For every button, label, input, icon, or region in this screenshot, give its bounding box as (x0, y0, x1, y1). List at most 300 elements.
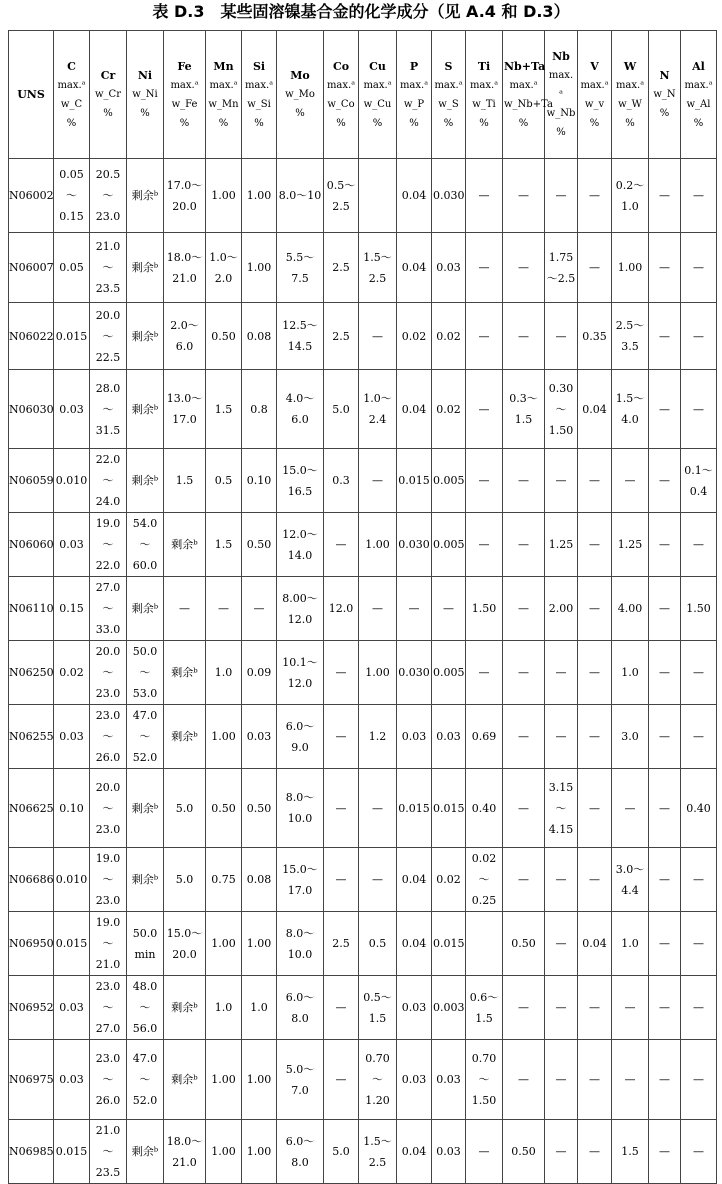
cell-text: 剩余ᵇ (171, 538, 198, 551)
value-cell (206, 705, 242, 769)
value-cell (397, 370, 432, 449)
value-cell (164, 159, 206, 233)
value-cell (545, 370, 578, 449)
value-cell (466, 1040, 503, 1120)
cell-text: 12.5～ 14.5 (282, 319, 318, 353)
cell-text: — (659, 1073, 670, 1086)
value-cell (54, 303, 90, 370)
cell-text: 剩余ᵇ (131, 261, 159, 274)
cell-text: 剩余ᵇ (131, 1145, 159, 1158)
cell-text: — (478, 474, 490, 487)
column-unit-label: % (518, 117, 529, 129)
cell-text: 0.5～ 2.5 (326, 178, 356, 213)
cell-text: 0.3～ 1.5 (509, 392, 538, 426)
value-cell (681, 370, 717, 449)
value-cell (54, 1040, 90, 1120)
value-cell (206, 233, 242, 303)
cell-text: 23.0～ 27.0 (95, 980, 121, 1035)
value-cell (277, 577, 324, 641)
cell-text: — (518, 474, 529, 487)
cell-text: 0.03 (59, 538, 84, 551)
column-header (277, 31, 324, 159)
value-cell (432, 233, 466, 303)
cell-text: 0.75 (211, 873, 236, 886)
value-cell (681, 912, 717, 976)
cell-text: 0.10 (246, 474, 272, 487)
column-element-label: Mn (213, 59, 234, 73)
cell-text: 6.0～8.0 (285, 990, 315, 1025)
cell-text: 0.02 (401, 329, 427, 343)
table-row (9, 641, 717, 705)
value-cell (206, 1120, 242, 1184)
value-cell (612, 577, 649, 641)
value-cell (90, 976, 127, 1040)
value-cell (612, 370, 649, 449)
value-cell (54, 449, 90, 513)
value-cell (681, 705, 717, 769)
value-cell (466, 705, 503, 769)
column-element-label: Nb+Ta (504, 59, 546, 73)
value-cell (90, 705, 127, 769)
column-unit-label: w_v (584, 98, 605, 110)
cell-text: 0.2～ 1.0 (615, 178, 645, 213)
column-unit-label: % (479, 117, 489, 129)
cell-text: 0.03 (59, 730, 84, 743)
column-element-label: Cr (100, 69, 116, 82)
cell-text: N06250 (9, 666, 54, 679)
cell-text: 剩余ᵇ (131, 474, 159, 487)
cell-text: 8.00～ 12.0 (282, 591, 318, 626)
value-cell (612, 233, 649, 303)
uns-cell (9, 1040, 54, 1120)
cell-text: 剩余ᵇ (131, 402, 159, 416)
cell-text: 0.05 (59, 261, 84, 274)
value-cell (242, 233, 277, 303)
column-unit-label: % (295, 108, 305, 119)
value-cell (649, 912, 681, 976)
cell-text: — (518, 873, 529, 886)
value-cell (578, 370, 612, 449)
column-unit-label: % (409, 117, 419, 129)
cell-text: 2.00 (548, 602, 574, 615)
value-cell (324, 1120, 359, 1184)
cell-text: 4.0～6.0 (285, 392, 315, 426)
cell-text: 0.8 (250, 402, 268, 416)
cell-text: — (589, 538, 600, 551)
value-cell (681, 513, 717, 577)
column-unit-label: w_C (60, 98, 83, 110)
value-cell (578, 513, 612, 577)
cell-text: 0.030 (398, 666, 430, 679)
cell-text: 12.0 (328, 602, 354, 615)
cell-text: — (555, 329, 567, 343)
value-cell (54, 641, 90, 705)
cell-text: — (372, 474, 383, 487)
value-cell (681, 976, 717, 1040)
value-cell (127, 769, 164, 848)
value-cell (277, 159, 324, 233)
cell-text: 3.0～ 4.4 (615, 862, 645, 897)
uns-cell (9, 1120, 54, 1184)
cell-text: 54.0～ 60.0 (132, 517, 158, 572)
value-cell (397, 641, 432, 705)
value-cell (127, 370, 164, 449)
value-cell (545, 705, 578, 769)
value-cell (397, 912, 432, 976)
value-cell (324, 370, 359, 449)
value-cell (359, 769, 397, 848)
cell-text: 1.50 (686, 602, 711, 615)
cell-text: — (518, 189, 529, 202)
cell-text: 0.010 (55, 873, 88, 886)
cell-text: — (589, 1001, 600, 1014)
value-cell (359, 641, 397, 705)
column-unit-label: max.ᵃ (399, 79, 429, 91)
value-cell (432, 976, 466, 1040)
cell-text: 0.5～ 1.5 (363, 990, 392, 1025)
value-cell (397, 705, 432, 769)
column-unit-label: w_Mn (208, 98, 239, 110)
cell-text: 0.40 (471, 801, 497, 815)
cell-text: 5.0 (332, 1145, 350, 1158)
cell-text: 1.5 (214, 402, 233, 416)
value-cell (545, 577, 578, 641)
cell-text: — (335, 1001, 347, 1014)
column-header (90, 31, 127, 159)
value-cell (206, 370, 242, 449)
value-cell (324, 848, 359, 912)
column-element-label: Ni (137, 69, 153, 82)
cell-text: — (659, 189, 670, 202)
value-cell (397, 769, 432, 848)
cell-text: 1.00 (211, 730, 236, 743)
value-cell (681, 233, 717, 303)
value-cell (164, 769, 206, 848)
cell-text: 0.03 (401, 1073, 427, 1086)
value-cell (545, 976, 578, 1040)
column-unit-label: max.ᵃ (469, 79, 499, 91)
value-cell (397, 848, 432, 912)
cell-text: — (518, 329, 529, 343)
value-cell (164, 303, 206, 370)
column-unit-label: max.ᵃ (434, 79, 463, 91)
cell-text: N06002 (9, 189, 54, 202)
cell-text: — (555, 1073, 567, 1086)
cell-text: 0.08 (246, 329, 272, 343)
cell-text: — (693, 1145, 704, 1158)
cell-text: 0.03 (59, 1001, 84, 1014)
value-cell (466, 370, 503, 449)
value-cell (466, 303, 503, 370)
value-cell (206, 577, 242, 641)
column-unit-label: % (659, 108, 670, 119)
cell-text: 19.0～ 21.0 (95, 916, 121, 971)
value-cell (545, 1040, 578, 1120)
cell-text: 2.5 (332, 329, 350, 343)
column-unit-label: w_P (403, 98, 425, 110)
value-cell (432, 303, 466, 370)
value-cell (397, 449, 432, 513)
value-cell (432, 159, 466, 233)
cell-text: 1.0 (214, 666, 233, 679)
cell-text: 18.0～ 21.0 (166, 1134, 203, 1169)
cell-text: 0.03 (436, 261, 461, 274)
value-cell (466, 912, 503, 976)
column-element-label: UNS (17, 88, 45, 101)
cell-text: N06950 (9, 937, 54, 950)
cell-text: 5.5～7.5 (285, 250, 315, 285)
value-cell (277, 1120, 324, 1184)
value-cell (277, 976, 324, 1040)
value-cell (681, 641, 717, 705)
cell-text: 0.03 (436, 1145, 461, 1158)
cell-text: 0.1～ 0.4 (684, 463, 713, 498)
cell-text: 3.0 (621, 730, 639, 743)
column-header (359, 31, 397, 159)
value-cell (242, 705, 277, 769)
cell-text: 5.0 (332, 402, 350, 416)
value-cell (127, 976, 164, 1040)
value-cell (242, 1040, 277, 1120)
cell-text: 1.00 (246, 189, 272, 202)
cell-text: 23.0 ～ 26.0 (95, 1052, 121, 1107)
table-row (9, 705, 717, 769)
cell-text: — (518, 1073, 529, 1086)
cell-text: 0.50 (246, 538, 272, 551)
value-cell (397, 1040, 432, 1120)
cell-text: — (659, 730, 670, 743)
cell-text: 0.03 (401, 730, 427, 743)
cell-text: 剩余ᵇ (131, 329, 159, 343)
value-cell (503, 449, 545, 513)
cell-text: 0.005 (433, 538, 465, 551)
value-cell (242, 641, 277, 705)
value-cell (503, 912, 545, 976)
value-cell (649, 159, 681, 233)
cell-text: 剩余ᵇ (131, 189, 159, 202)
column-unit-label: w_Cr (95, 89, 121, 100)
column-element-label: Al (692, 59, 705, 73)
cell-text: 0.04 (401, 402, 427, 416)
value-cell (578, 705, 612, 769)
cell-text: 21.0～ 23.5 (95, 240, 121, 295)
cell-text: — (478, 666, 490, 679)
value-cell (242, 449, 277, 513)
cell-text: 13.0～ 17.0 (166, 392, 203, 426)
cell-text: 剩余ᵇ (171, 1001, 198, 1014)
value-cell (54, 912, 90, 976)
value-cell (359, 912, 397, 976)
cell-text: — (693, 538, 704, 551)
cell-text: 1.0～ 2.0 (209, 250, 238, 285)
cell-text: — (693, 261, 704, 274)
value-cell (242, 769, 277, 848)
cell-text: N06985 (9, 1145, 54, 1158)
cell-text: 0.30 ～ 1.50 (548, 381, 574, 437)
value-cell (432, 513, 466, 577)
cell-text: 1.00 (211, 1073, 236, 1086)
cell-text: — (478, 261, 490, 274)
uns-cell (9, 976, 54, 1040)
column-element-label: Co (332, 59, 350, 73)
cell-text: — (372, 801, 383, 815)
value-cell (127, 1040, 164, 1120)
value-cell (242, 577, 277, 641)
cell-text: 0.09 (246, 666, 272, 679)
value-cell (359, 370, 397, 449)
value-cell (127, 848, 164, 912)
cell-text: 0.03 (401, 1001, 427, 1014)
cell-text: 28.0～ 31.5 (95, 381, 121, 437)
cell-text: 1.25 (548, 538, 574, 551)
cell-text: — (693, 1073, 704, 1086)
cell-text: 8.0～ 10.0 (285, 926, 315, 961)
value-cell (90, 577, 127, 641)
cell-text: 0.5 (368, 937, 387, 950)
cell-text: 2.5 (332, 261, 350, 274)
cell-text: — (589, 1073, 600, 1086)
cell-text: 47.0 ～ 52.0 (132, 1052, 158, 1107)
cell-text: 剩余ᵇ (131, 801, 159, 815)
value-cell (545, 303, 578, 370)
column-unit-label: max.ᵃ (580, 79, 609, 91)
column-element-label: W (623, 59, 637, 73)
value-cell (242, 1120, 277, 1184)
cell-text: 0.02 (436, 329, 461, 343)
value-cell (90, 641, 127, 705)
cell-text: 3.15 ～ 4.15 (548, 780, 574, 836)
value-cell (206, 513, 242, 577)
value-cell (164, 705, 206, 769)
cell-text: — (589, 666, 600, 679)
value-cell (54, 848, 90, 912)
cell-text: 0.010 (55, 474, 88, 487)
cell-text: — (659, 1145, 670, 1158)
cell-text: N06060 (9, 538, 54, 551)
value-cell (359, 976, 397, 1040)
value-cell (612, 1120, 649, 1184)
cell-text: 0.015 (398, 474, 430, 487)
column-header (578, 31, 612, 159)
value-cell (649, 641, 681, 705)
value-cell (324, 303, 359, 370)
column-element-label: V (590, 59, 599, 73)
value-cell (359, 705, 397, 769)
cell-text: 17.0～ 20.0 (166, 178, 203, 213)
cell-text: — (555, 873, 567, 886)
cell-text: — (335, 666, 347, 679)
cell-text: 0.50 (211, 801, 236, 815)
cell-text: 1.00 (365, 666, 390, 679)
cell-text: — (518, 261, 529, 274)
cell-text: — (518, 801, 529, 815)
value-cell (242, 848, 277, 912)
column-element-label: Fe (177, 59, 192, 73)
cell-text: — (478, 189, 490, 202)
cell-text: 1.75 ～2.5 (546, 250, 576, 285)
value-cell (242, 370, 277, 449)
column-unit-label: w_Co (327, 98, 355, 110)
uns-cell (9, 233, 54, 303)
value-cell (324, 769, 359, 848)
column-header (54, 31, 90, 159)
value-cell (578, 912, 612, 976)
value-cell (324, 449, 359, 513)
cell-text: 50.0 min (132, 926, 158, 961)
value-cell (503, 159, 545, 233)
cell-text: — (659, 801, 670, 815)
value-cell (54, 976, 90, 1040)
value-cell (324, 976, 359, 1040)
column-header (127, 31, 164, 159)
uns-cell (9, 848, 54, 912)
value-cell (54, 159, 90, 233)
cell-text: 0.015 (55, 329, 88, 343)
cell-text: 1.0 (621, 937, 639, 950)
uns-cell (9, 513, 54, 577)
cell-text: 50.0～ 53.0 (132, 645, 158, 700)
value-cell (681, 159, 717, 233)
cell-text: 12.0～ 14.0 (282, 527, 318, 562)
table-row (9, 233, 717, 303)
cell-text: 6.0～9.0 (285, 719, 315, 754)
cell-text: 0.70 ～1.20 (365, 1052, 390, 1107)
cell-text: — (659, 261, 670, 274)
value-cell (324, 577, 359, 641)
value-cell (578, 848, 612, 912)
value-cell (503, 513, 545, 577)
cell-text: 8.0～10 (278, 189, 322, 202)
cell-text: 15.0～ 20.0 (166, 926, 203, 961)
cell-text: 0.03 (59, 1073, 84, 1086)
cell-text: 1.00 (246, 1145, 272, 1158)
cell-text: 0.08 (246, 873, 272, 886)
column-unit-label: w_Ti (472, 98, 496, 110)
value-cell (466, 449, 503, 513)
value-cell (681, 848, 717, 912)
cell-text: 0.02 (59, 666, 84, 679)
value-cell (164, 577, 206, 641)
value-cell (681, 769, 717, 848)
column-element-label: Cu (369, 59, 386, 73)
value-cell (277, 449, 324, 513)
value-cell (90, 233, 127, 303)
value-cell (578, 577, 612, 641)
cell-text: 1.0～ 2.4 (363, 392, 392, 426)
cell-text: 27.0～ 33.0 (95, 581, 121, 636)
value-cell (127, 449, 164, 513)
cell-text: — (589, 474, 600, 487)
cell-text: — (693, 189, 704, 202)
column-unit-label: % (625, 117, 635, 129)
cell-text: — (555, 1001, 567, 1014)
cell-text: 0.04 (582, 937, 607, 950)
cell-text: — (693, 873, 704, 886)
cell-text: — (589, 873, 600, 886)
value-cell (612, 912, 649, 976)
value-cell (545, 641, 578, 705)
cell-text: 1.00 (211, 937, 236, 950)
value-cell (164, 513, 206, 577)
cell-text: — (518, 666, 529, 679)
column-element-label: P (409, 59, 419, 73)
cell-text: N06975 (9, 1073, 54, 1086)
cell-text: — (693, 666, 704, 679)
value-cell (164, 449, 206, 513)
table-title: 表 D.3 某些固溶镍基合金的化学成分（见 A.4 和 D.3） (152, 2, 570, 21)
cell-text: 0.04 (401, 189, 427, 202)
cell-text: — (335, 873, 347, 886)
